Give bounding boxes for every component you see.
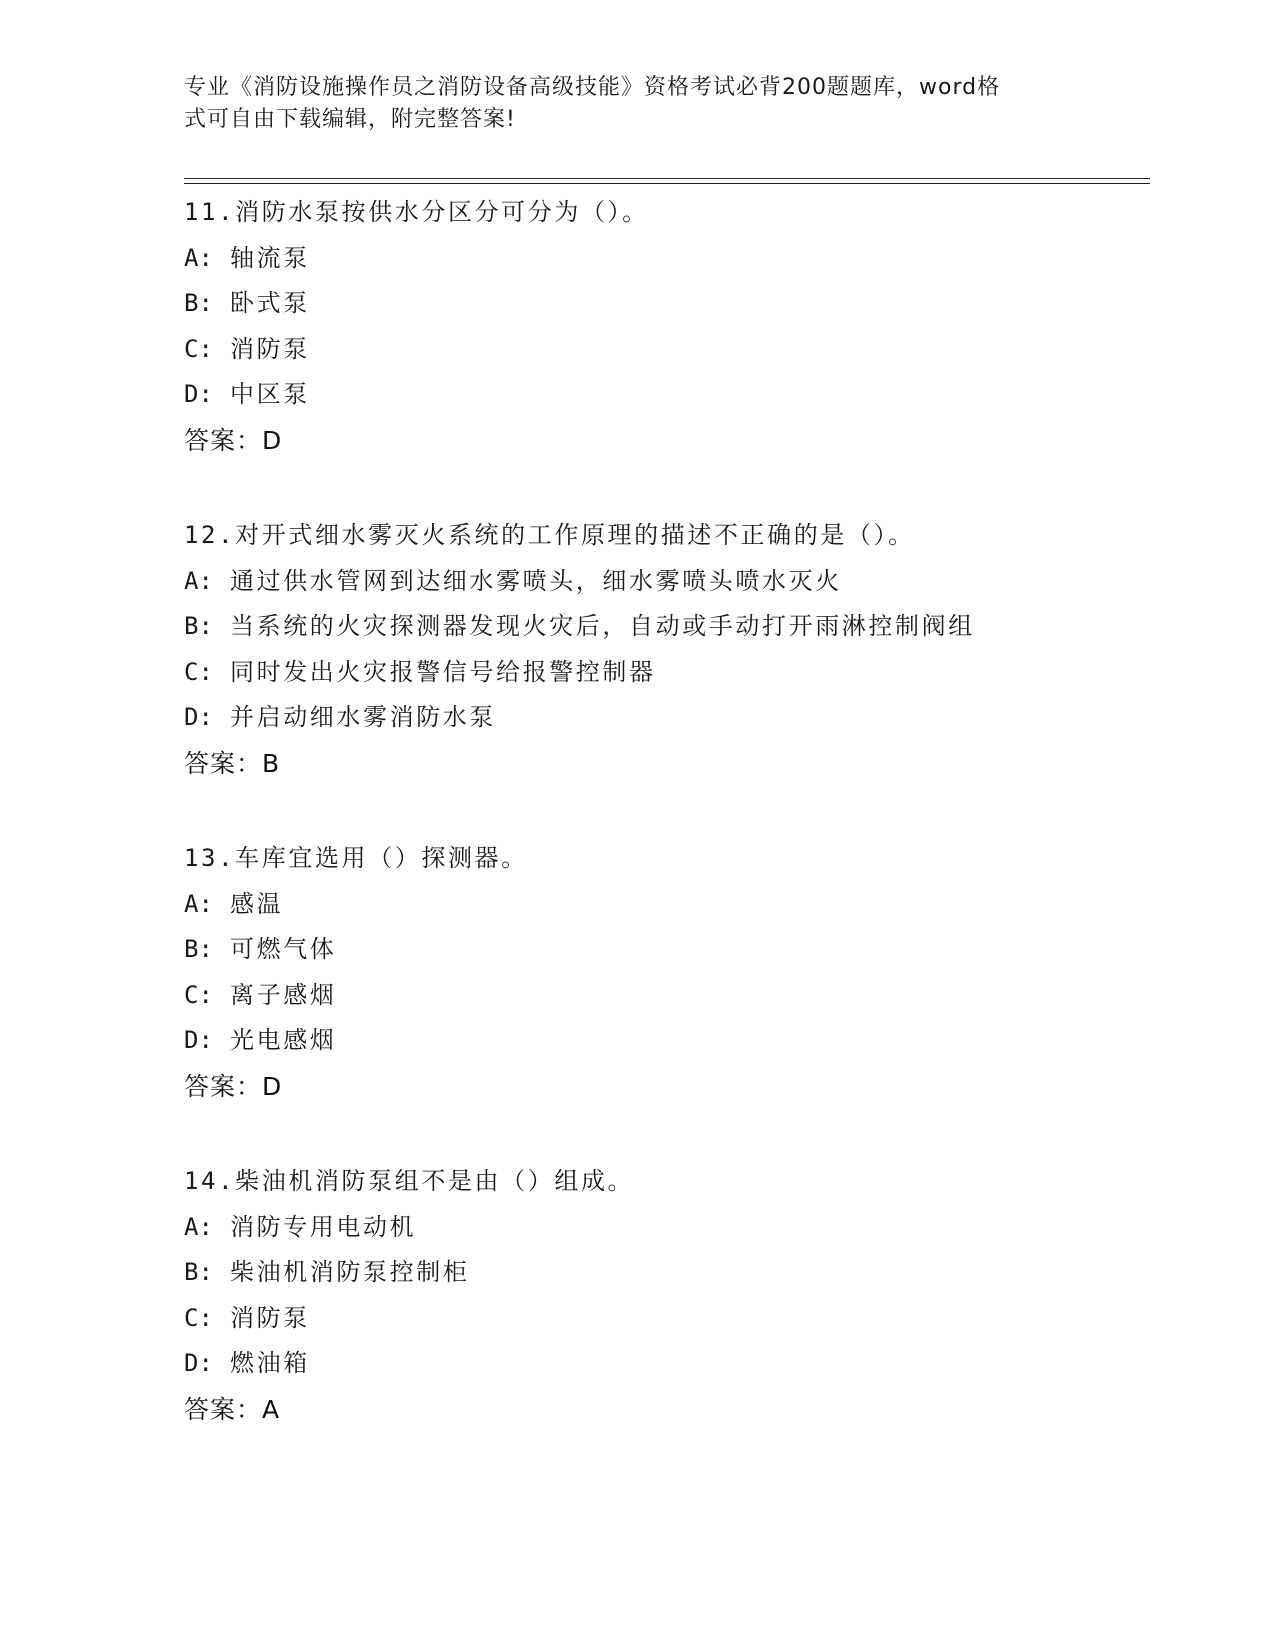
option-c	[184, 650, 1184, 696]
document-header	[184, 72, 1064, 136]
option-text: 并启动细水雾消防水泵	[230, 703, 496, 731]
option-key: D:	[184, 1349, 213, 1377]
option-key: A:	[184, 889, 213, 918]
option-text: 轴流泵	[230, 243, 310, 272]
option-key: C:	[184, 1303, 213, 1332]
header-line-2: 式可自由下载编辑，附完整答案!	[184, 107, 516, 132]
option-key: A:	[184, 566, 213, 595]
option-key: A:	[184, 1212, 213, 1241]
question-list	[184, 190, 1184, 1482]
option-d	[184, 695, 1184, 741]
answer-line: 答案：D	[184, 425, 283, 455]
option-text: 当系统的火灾探测器发现火灾后，自动或手动打开雨淋控制阀组	[230, 612, 975, 640]
option-a	[184, 236, 1184, 282]
answer-line: 答案：D	[184, 1071, 283, 1101]
option-key: D:	[184, 380, 213, 408]
option-key: C:	[184, 980, 213, 1009]
header-line-1: 专业《消防设施操作员之消防设备高级技能》资格考试必背200题题库，word格	[184, 75, 1001, 100]
question-stem: 11.消防水泵按供水分区分可分为（）。	[184, 198, 649, 226]
header-divider-bottom	[184, 183, 1150, 184]
option-a	[184, 559, 1184, 605]
option-text: 光电感烟	[230, 1026, 337, 1054]
option-text: 中区泵	[230, 380, 310, 408]
option-text: 可燃气体	[230, 935, 337, 963]
option-text: 感温	[230, 889, 284, 918]
option-key: B:	[184, 289, 213, 317]
answer-line: 答案：A	[184, 1394, 281, 1424]
answer-line: 答案：B	[184, 748, 281, 778]
option-c	[184, 1296, 1184, 1342]
option-text: 同时发出火灾报警信号给报警控制器	[230, 657, 656, 686]
question-14	[184, 1159, 1184, 1432]
option-key: D:	[184, 703, 213, 731]
question-11	[184, 190, 1184, 463]
question-stem: 12.对开式细水雾灭火系统的工作原理的描述不正确的是（）。	[184, 521, 915, 549]
option-key: B:	[184, 935, 213, 963]
option-text: 离子感烟	[230, 980, 337, 1009]
option-text: 柴油机消防泵控制柜	[230, 1258, 470, 1286]
option-b	[184, 281, 1184, 327]
option-key: D:	[184, 1026, 213, 1054]
option-d	[184, 1018, 1184, 1064]
option-d	[184, 372, 1184, 418]
option-text: 消防泵	[230, 1303, 310, 1332]
option-key: B:	[184, 612, 213, 640]
option-key: B:	[184, 1258, 213, 1286]
option-text: 卧式泵	[230, 289, 310, 317]
option-a	[184, 882, 1184, 928]
option-text: 消防泵	[230, 334, 310, 363]
option-text: 燃油箱	[230, 1349, 310, 1377]
option-b	[184, 927, 1184, 973]
option-text: 通过供水管网到达细水雾喷头，细水雾喷头喷水灭火	[230, 566, 842, 595]
option-key: C:	[184, 657, 213, 686]
question-12	[184, 513, 1184, 786]
option-key: C:	[184, 334, 213, 363]
question-stem: 13.车库宜选用（）探测器。	[184, 844, 528, 872]
header-divider-top	[184, 178, 1150, 179]
option-key: A:	[184, 243, 213, 272]
option-c	[184, 327, 1184, 373]
question-stem: 14.柴油机消防泵组不是由（）组成。	[184, 1167, 635, 1195]
option-a	[184, 1205, 1184, 1251]
option-b	[184, 604, 1184, 650]
option-b	[184, 1250, 1184, 1296]
option-c	[184, 973, 1184, 1019]
option-d	[184, 1341, 1184, 1387]
question-13	[184, 836, 1184, 1109]
option-text: 消防专用电动机	[230, 1212, 417, 1241]
